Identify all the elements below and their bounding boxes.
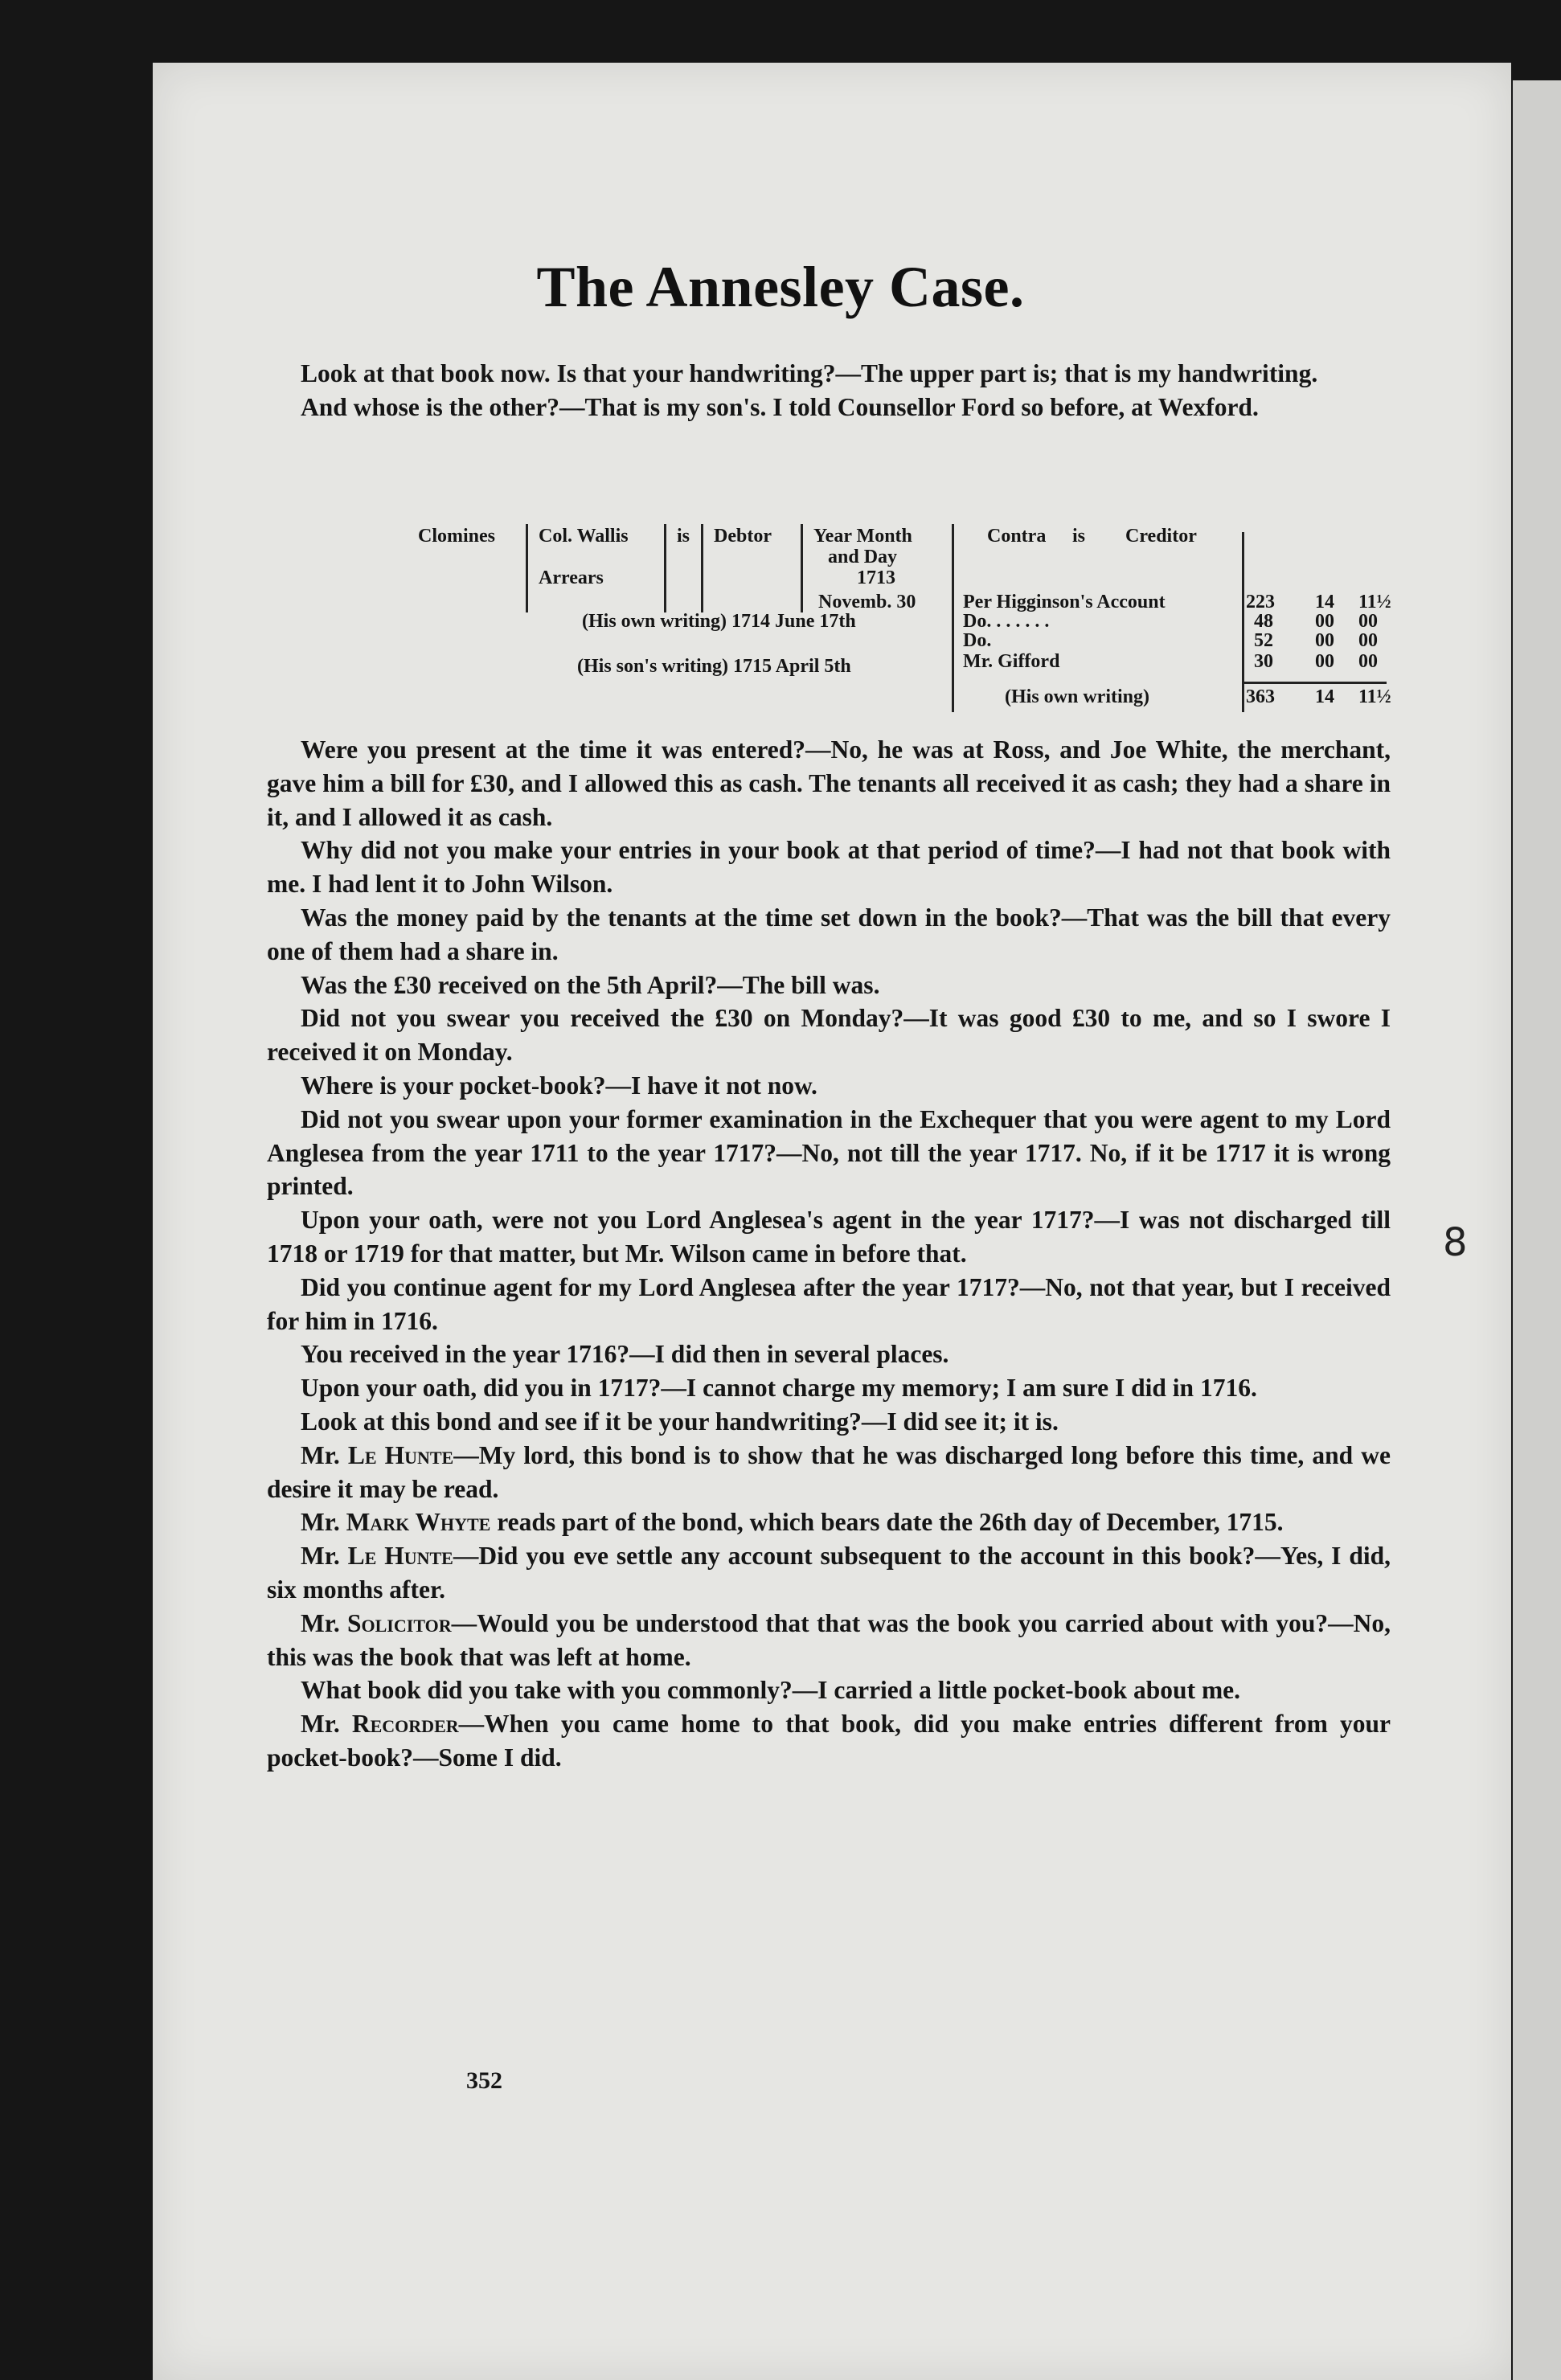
header-is-2: is — [1072, 526, 1086, 547]
intro-paragraph: And whose is the other?—That is my son's. I told Counsellor Ford so before, at Wexford. — [301, 392, 1259, 421]
paragraph-text: Upon your oath, did you in 1717?—I cannot charge my memory; I am sure I did in 1716. — [301, 1374, 1257, 1403]
paragraph-text: Where is your pocket-book?—I have it not now. — [301, 1071, 817, 1100]
speaker-prefix: Mr. — [301, 1508, 346, 1537]
left-row: (His son's writing) 1715 April 5th — [577, 656, 851, 677]
examination-paragraph — [267, 1069, 1391, 1103]
right-row-a: 48 — [1254, 611, 1273, 632]
examination-paragraph — [267, 1203, 1391, 1271]
header-contra: Contra — [987, 526, 1047, 547]
adjacent-page-edge — [1513, 80, 1561, 2380]
header-year-month: Year Month — [813, 526, 912, 547]
right-row-label: Do. — [963, 630, 992, 651]
table-rule — [701, 524, 703, 612]
total-b: 14 — [1315, 686, 1334, 707]
examination-paragraph — [267, 969, 1391, 1002]
intro-paragraph: Look at that book now. Is that your handwriting?—The upper part is; that is my handwriting. — [301, 359, 1318, 387]
right-row-a: 52 — [1254, 630, 1273, 651]
table-rule — [1242, 532, 1244, 712]
paragraph-text: Was the money paid by the tenants at the time set down in the book?—That was the bill that every one of them had a share in. — [267, 903, 1391, 965]
total-a: 363 — [1246, 686, 1275, 707]
right-row-label: Per Higginson's Account — [963, 592, 1166, 612]
right-row-c: 00 — [1358, 611, 1378, 632]
examination-paragraph — [267, 1505, 1391, 1539]
header-clomines: Clomines — [418, 526, 495, 547]
examination-paragraph — [267, 1607, 1391, 1674]
right-row-c: 11½ — [1358, 592, 1391, 612]
paragraph-text: Were you present at the time it was entered?—No, he was at Ross, and Joe White, the merchant, gave him a bill for £30, and I allowed this as cash. The tenants all received it as cash; they had a share in it, and I allowed it as cash. — [267, 735, 1391, 831]
examination-paragraph — [267, 733, 1391, 834]
examination-paragraph — [267, 1271, 1391, 1338]
header-arrears: Arrears — [539, 567, 604, 588]
paragraph-text: —Did you eve settle any account subsequent to the account in this book?—Yes, I did, six months after. — [267, 1542, 1391, 1604]
paragraph-text: Look at this bond and see if it be your handwriting?—I did see it; it is. — [301, 1407, 1059, 1436]
paragraph-text: —When you came home to that book, did you make entries different from your pocket-book?—Some I did. — [267, 1710, 1391, 1772]
examination-paragraph — [267, 1337, 1391, 1371]
right-row-a: 223 — [1246, 592, 1275, 612]
speaker-name: Solicitor — [347, 1608, 452, 1637]
paragraph-text: Upon your oath, were not you Lord Anglesea's agent in the year 1717?—I was not discharged till 1718 or 1719 for that matter, but Mr. Wilson came in before that. — [267, 1206, 1391, 1268]
paragraph-text: You received in the year 1716?—I did then in several places. — [301, 1340, 949, 1369]
speaker-name: Recorder — [351, 1710, 459, 1739]
paragraph-text: reads part of the bond, which bears date the 26th day of December, 1715. — [490, 1508, 1284, 1537]
speaker-prefix: Mr. — [301, 1608, 347, 1637]
paragraph-text: What book did you take with you commonly?—I carried a little pocket-book about me. — [301, 1676, 1241, 1705]
paragraph-text: —Would you be understood that that was the book you carried about with you?—No, this was the book that was left at home. — [267, 1608, 1391, 1671]
examination-paragraph — [267, 1707, 1391, 1775]
left-row: (His own writing) 1714 June 17th — [582, 611, 856, 632]
table-rule — [801, 524, 803, 612]
table-rule — [664, 524, 666, 612]
paragraph-text: Did not you swear upon your former examination in the Exchequer that you were agent to my Lord Anglesea from the year 1711 to the year 1717?—No, not till the year 1717. No, if it be 1717 it is wrong printed. — [267, 1104, 1391, 1201]
paragraph-text: —My lord, this bond is to show that he was discharged long before this time, and we desire it may be read. — [267, 1440, 1391, 1503]
header-is: is — [677, 526, 690, 547]
right-row-label: Mr. Gifford — [963, 651, 1060, 672]
right-row-c: 00 — [1358, 651, 1378, 672]
examination-paragraph — [267, 1673, 1391, 1707]
right-row-b: 00 — [1315, 611, 1334, 632]
examination-paragraph — [267, 1002, 1391, 1069]
header-creditor: Creditor — [1125, 526, 1197, 547]
paragraph-text: Did you continue agent for my Lord Anglesea after the year 1717?—No, not that year, but I received for him in 1716. — [267, 1272, 1391, 1335]
speaker-prefix: Mr. — [301, 1710, 352, 1739]
examination-paragraph — [267, 834, 1391, 901]
right-row-label: Do. . . . . . . — [963, 611, 1050, 632]
header-debtor: Debtor — [714, 526, 772, 547]
speaker-name: Mark Whyte — [346, 1508, 491, 1537]
paragraph-text: Why did not you make your entries in your book at that period of time?—I had not that book with me. I had lent it to John Wilson. — [267, 836, 1391, 899]
speaker-name: Le Hunte — [347, 1440, 454, 1469]
right-row-b: 14 — [1315, 592, 1334, 612]
right-row-a: 30 — [1254, 651, 1273, 672]
header-and-day: and Day — [828, 547, 898, 567]
left-row: Novemb. 30 — [818, 592, 916, 612]
examination-paragraph — [267, 1439, 1391, 1506]
examination-paragraph — [267, 1539, 1391, 1607]
right-row-b: 00 — [1315, 651, 1334, 672]
right-row-b: 00 — [1315, 630, 1334, 651]
total-label: (His own writing) — [1005, 686, 1149, 707]
speaker-prefix: Mr. — [301, 1440, 348, 1469]
table-rule — [526, 524, 528, 612]
page-number: 352 — [466, 2067, 502, 2094]
paragraph-text: Was the £30 received on the 5th April?—The bill was. — [301, 970, 880, 999]
examination-text — [267, 733, 1391, 1775]
table-rule — [952, 524, 954, 712]
header-year: 1713 — [857, 567, 895, 588]
examination-paragraph — [267, 1405, 1391, 1439]
header-col-wallis: Col. Wallis — [539, 526, 629, 547]
right-row-c: 00 — [1358, 630, 1378, 651]
total-rule — [1242, 682, 1387, 684]
total-c: 11½ — [1358, 686, 1391, 707]
handwritten-margin-mark: 8 — [1443, 1220, 1468, 1265]
speaker-name: Le Hunte — [347, 1542, 453, 1571]
examination-paragraph — [267, 901, 1391, 969]
page-title: The Annesley Case. — [536, 255, 1025, 319]
speaker-prefix: Mr. — [301, 1542, 348, 1571]
paragraph-text: Did not you swear you received the £30 on Monday?—It was good £30 to me, and so I swore I received it on Monday. — [267, 1004, 1391, 1067]
intro-text — [267, 357, 1391, 424]
examination-paragraph — [267, 1371, 1391, 1405]
examination-paragraph — [267, 1103, 1391, 1203]
